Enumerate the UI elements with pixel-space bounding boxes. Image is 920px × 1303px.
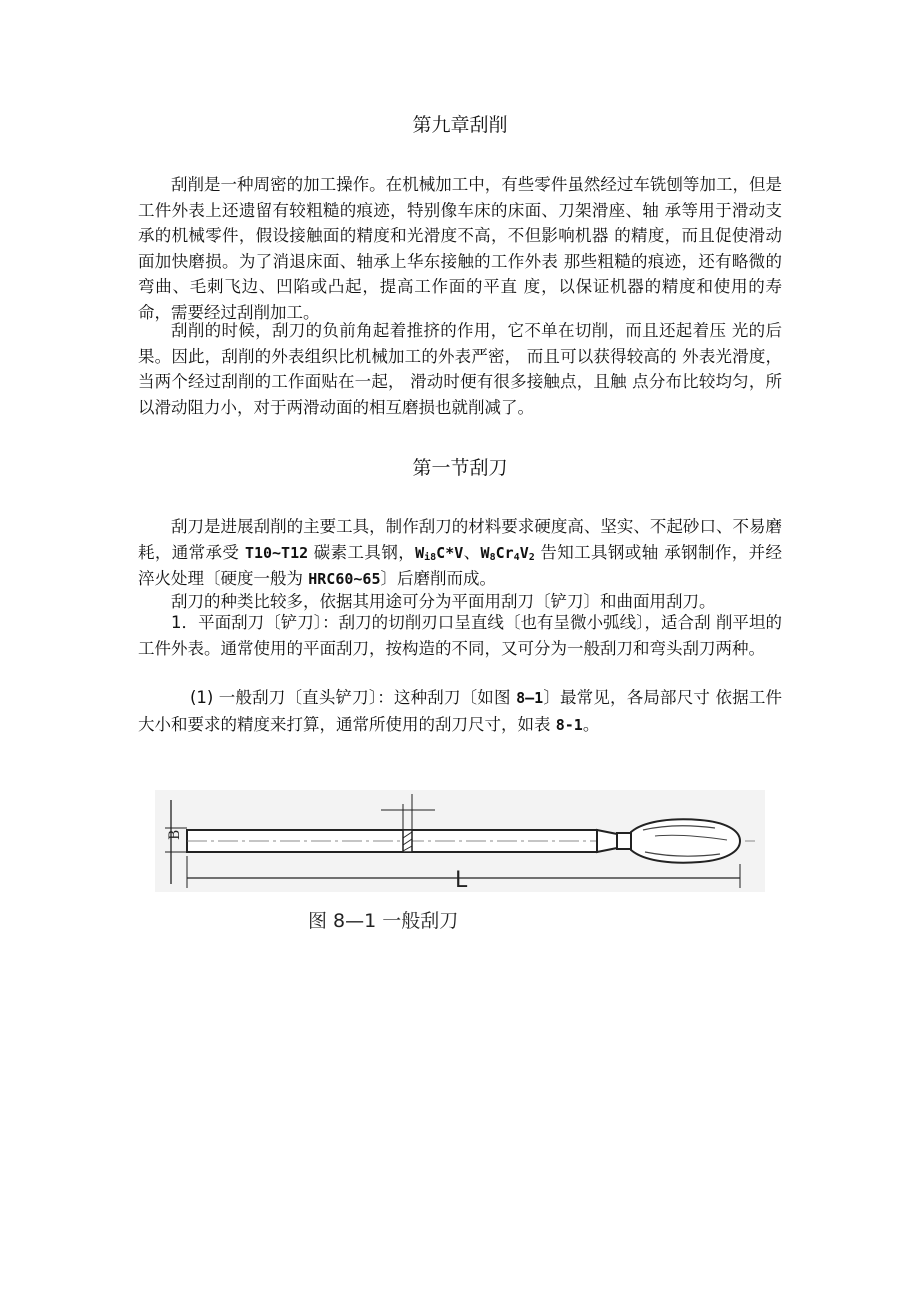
- scraper-drawing: [155, 790, 765, 892]
- figure-reference: 8—1: [516, 689, 544, 707]
- text-run: 〕后磨削而成。: [380, 569, 496, 588]
- text-run: 。: [582, 714, 600, 734]
- figure-caption: 图 8—1 一般刮刀: [308, 910, 459, 932]
- hardness-value: HRC60~65: [308, 570, 381, 588]
- intro-paragraph-1: 刮削是一种周密的加工操作。在机械加工中，有些零件虽然经过车铣刨等加工，但是工件外表上还遗留有较粗糙的痕迹，特别像车床的床面、刀架滑座、轴 承等用于滑动支承的机械零件，假设接触面的精度和光滑度不高，不但影响机器 的精度，而且促使滑动面加快磨损。为了消退床面、轴承上华东接触的工作外表 那些粗糙的痕迹，还有略微的弯曲、毛刺飞边、凹陷或凸起，提高工作面的平直 度，以保证机器的精度和使用的寿命，需要经过刮削加工。: [138, 175, 782, 322]
- steel-grade-w8cr4v2: [481, 544, 535, 562]
- text-run: 告知工具钢或轴 承钢制作，并经淬火处理〔硬度一般为: [138, 542, 783, 588]
- section-paragraph-1: [138, 514, 782, 593]
- text-run: 〕最常见，各局部尺寸 依据工件大小和要求的精度来打算，通常所使用的刮刀尺寸，如表: [138, 688, 782, 734]
- table-reference: 8-1: [555, 715, 583, 734]
- symbol-v: V: [519, 543, 529, 562]
- section-paragraph-4: [138, 685, 782, 738]
- section-paragraph-3: 1．平面刮刀〔铲刀〕：刮刀的切削刃口呈直线〔也有呈微小弧线〕，适合刮 削平坦的工件外表。通常使用的平面刮刀，按构造的不同，又可分为一般刮刀和弯头刮刀两种。: [138, 613, 782, 658]
- symbol-rest: C*V: [436, 543, 464, 562]
- section-title: 第一节刮刀: [412, 457, 508, 479]
- symbol-w: W: [415, 543, 425, 562]
- chapter-title: 第九章刮削: [412, 114, 508, 136]
- blade-taper: [597, 830, 617, 852]
- subscript: i8: [424, 551, 437, 563]
- symbol-cr: Cr: [495, 543, 514, 562]
- ferrule: [617, 833, 631, 849]
- intro-paragraph-2: 刮削的时候，刮刀的负前角起着推挤的作用，它不单在切削，而且还起着压 光的后果。因此，刮削的外表组织比机械加工的外表严密， 而且可以获得较高的 外表光滑度，当两个经过刮削的工作面贴在一起， 滑动时便有很多接触点，且触 点分布比较均匀，所以滑动阻力小，对于两滑动面的相互磨损也就削减了。: [138, 321, 782, 417]
- width-label: B: [167, 829, 183, 840]
- length-label: L: [455, 868, 468, 892]
- text-run: (1) 一般刮刀〔直头铲刀〕：这种刮刀〔如图: [190, 688, 517, 707]
- steel-grade-t10: T10~T12: [244, 543, 309, 562]
- text-run: 碳素工具钢，: [308, 542, 416, 562]
- text-run: 刮刀是进展刮削的主要工具，制作刮刀的材料要求硬度高、坚实、不起砂口、不易磨耗，通常承受: [138, 517, 782, 562]
- subscript: 2: [528, 551, 535, 563]
- steel-grade-w18: [415, 544, 463, 562]
- subscript: 4: [513, 551, 520, 563]
- symbol-w: W: [480, 543, 490, 562]
- section-paragraph-2: 刮刀的种类比较多，依据其用途可分为平面用刮刀〔铲刀〕和曲面用刮刀。: [171, 592, 716, 611]
- separator: 、: [463, 542, 481, 562]
- subscript: 8: [489, 551, 496, 563]
